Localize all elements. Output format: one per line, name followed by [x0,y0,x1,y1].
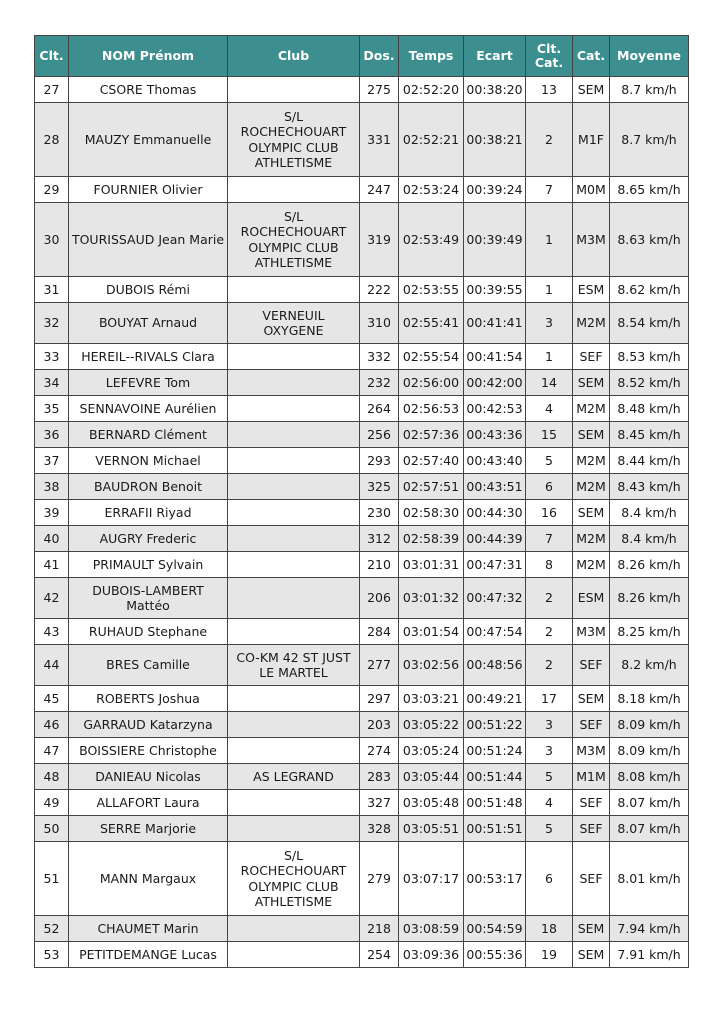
gap-cell: 00:43:51 [464,474,526,500]
club-cell [228,686,360,712]
category-rank-cell: 1 [526,344,573,370]
club-cell [228,619,360,645]
table-row [35,619,689,645]
rank-cell: 46 [35,712,69,738]
category-cell: M2M [573,303,610,344]
category-cell: SEF [573,645,610,686]
gap-cell: 00:51:48 [464,790,526,816]
club-cell [228,177,360,203]
name-cell: TOURISSAUD Jean Marie [69,203,228,277]
category-rank-cell: 1 [526,203,573,277]
time-cell: 03:01:32 [399,578,464,619]
average-speed-cell: 8.7 km/h [610,103,689,177]
club-cell [228,916,360,942]
time-cell: 03:02:56 [399,645,464,686]
name-cell: LEFEVRE Tom [69,370,228,396]
category-cell: SEM [573,686,610,712]
table-row [35,422,689,448]
bib-cell: 277 [360,645,399,686]
average-speed-cell: 8.4 km/h [610,500,689,526]
category-cell: M2M [573,474,610,500]
average-speed-cell: 8.43 km/h [610,474,689,500]
bib-cell: 319 [360,203,399,277]
time-cell: 02:58:30 [399,500,464,526]
average-speed-cell: 7.91 km/h [610,942,689,968]
gap-cell: 00:38:20 [464,77,526,103]
average-speed-cell: 8.09 km/h [610,738,689,764]
category-cell: M0M [573,177,610,203]
gap-cell: 00:43:36 [464,422,526,448]
category-cell: SEF [573,842,610,916]
gap-cell: 00:51:22 [464,712,526,738]
category-cell: SEM [573,500,610,526]
rank-cell: 44 [35,645,69,686]
average-speed-cell: 8.09 km/h [610,712,689,738]
average-speed-cell: 8.07 km/h [610,816,689,842]
rank-cell: 45 [35,686,69,712]
rank-cell: 49 [35,790,69,816]
rank-cell: 42 [35,578,69,619]
time-cell: 03:03:21 [399,686,464,712]
club-cell [228,790,360,816]
table-row [35,686,689,712]
name-cell: MANN Margaux [69,842,228,916]
name-cell: AUGRY Frederic [69,526,228,552]
table-row [35,526,689,552]
rank-cell: 34 [35,370,69,396]
time-cell: 02:57:40 [399,448,464,474]
category-cell: M2M [573,552,610,578]
category-cell: M2M [573,448,610,474]
rank-cell: 31 [35,277,69,303]
category-rank-cell: 8 [526,552,573,578]
name-cell: BRES Camille [69,645,228,686]
name-cell: DUBOIS Rémi [69,277,228,303]
table-row [35,842,689,916]
table-row [35,277,689,303]
bib-cell: 325 [360,474,399,500]
category-rank-cell: 5 [526,448,573,474]
category-rank-cell: 3 [526,712,573,738]
average-speed-cell: 8.44 km/h [610,448,689,474]
category-rank-cell: 4 [526,396,573,422]
category-rank-cell: 7 [526,177,573,203]
bib-cell: 284 [360,619,399,645]
gap-cell: 00:47:31 [464,552,526,578]
category-cell: ESM [573,578,610,619]
bib-cell: 254 [360,942,399,968]
name-cell: BOUYAT Arnaud [69,303,228,344]
header-name: NOM Prénom [69,36,228,77]
name-cell: HEREIL--RIVALS Clara [69,344,228,370]
rank-cell: 32 [35,303,69,344]
bib-cell: 274 [360,738,399,764]
category-rank-cell: 18 [526,916,573,942]
time-cell: 02:53:49 [399,203,464,277]
table-row [35,77,689,103]
category-rank-cell: 2 [526,619,573,645]
time-cell: 02:57:51 [399,474,464,500]
category-rank-cell: 5 [526,764,573,790]
average-speed-cell: 8.4 km/h [610,526,689,552]
average-speed-cell: 8.26 km/h [610,578,689,619]
name-cell: RUHAUD Stephane [69,619,228,645]
rank-cell: 37 [35,448,69,474]
header-row [35,36,689,77]
category-cell: M1F [573,103,610,177]
rank-cell: 53 [35,942,69,968]
club-cell: CO-KM 42 ST JUST LE MARTEL [228,645,360,686]
category-cell: SEM [573,370,610,396]
gap-cell: 00:48:56 [464,645,526,686]
rank-cell: 38 [35,474,69,500]
name-cell: ERRAFII Riyad [69,500,228,526]
time-cell: 02:52:20 [399,77,464,103]
name-cell: ALLAFORT Laura [69,790,228,816]
rank-cell: 35 [35,396,69,422]
gap-cell: 00:51:44 [464,764,526,790]
average-speed-cell: 8.48 km/h [610,396,689,422]
table-row [35,203,689,277]
category-cell: ESM [573,277,610,303]
average-speed-cell: 8.62 km/h [610,277,689,303]
gap-cell: 00:39:55 [464,277,526,303]
name-cell: PRIMAULT Sylvain [69,552,228,578]
name-cell: PETITDEMANGE Lucas [69,942,228,968]
table-row [35,790,689,816]
gap-cell: 00:42:00 [464,370,526,396]
header-temps: Temps [399,36,464,77]
time-cell: 03:05:24 [399,738,464,764]
gap-cell: 00:39:49 [464,203,526,277]
category-cell: SEF [573,712,610,738]
gap-cell: 00:41:54 [464,344,526,370]
time-cell: 03:05:22 [399,712,464,738]
club-cell [228,344,360,370]
header-clt-cat: Clt. Cat. [526,36,573,77]
average-speed-cell: 8.52 km/h [610,370,689,396]
name-cell: BAUDRON Benoit [69,474,228,500]
bib-cell: 283 [360,764,399,790]
rank-cell: 47 [35,738,69,764]
name-cell: DUBOIS-LAMBERT Mattéo [69,578,228,619]
bib-cell: 332 [360,344,399,370]
rank-cell: 39 [35,500,69,526]
category-cell: SEM [573,942,610,968]
table-row [35,764,689,790]
table-row [35,738,689,764]
rank-cell: 50 [35,816,69,842]
time-cell: 02:56:53 [399,396,464,422]
gap-cell: 00:47:32 [464,578,526,619]
rank-cell: 36 [35,422,69,448]
category-rank-cell: 14 [526,370,573,396]
table-row [35,645,689,686]
header-cat: Cat. [573,36,610,77]
table-row [35,474,689,500]
gap-cell: 00:42:53 [464,396,526,422]
bib-cell: 275 [360,77,399,103]
category-cell: SEF [573,816,610,842]
club-cell [228,77,360,103]
bib-cell: 328 [360,816,399,842]
gap-cell: 00:47:54 [464,619,526,645]
time-cell: 02:58:39 [399,526,464,552]
club-cell [228,370,360,396]
category-rank-cell: 15 [526,422,573,448]
rank-cell: 41 [35,552,69,578]
header-club: Club [228,36,360,77]
rank-cell: 28 [35,103,69,177]
time-cell: 03:07:17 [399,842,464,916]
gap-cell: 00:41:41 [464,303,526,344]
average-speed-cell: 7.94 km/h [610,916,689,942]
name-cell: FOURNIER Olivier [69,177,228,203]
club-cell [228,942,360,968]
bib-cell: 206 [360,578,399,619]
time-cell: 03:01:54 [399,619,464,645]
time-cell: 02:52:21 [399,103,464,177]
bib-cell: 222 [360,277,399,303]
average-speed-cell: 8.08 km/h [610,764,689,790]
name-cell: CHAUMET Marin [69,916,228,942]
rank-cell: 51 [35,842,69,916]
average-speed-cell: 8.2 km/h [610,645,689,686]
average-speed-cell: 8.65 km/h [610,177,689,203]
table-row [35,177,689,203]
club-cell: S/L ROCHECHOUART OLYMPIC CLUB ATHLETISME [228,103,360,177]
category-rank-cell: 2 [526,645,573,686]
bib-cell: 218 [360,916,399,942]
bib-cell: 210 [360,552,399,578]
club-cell: VERNEUIL OXYGENE [228,303,360,344]
gap-cell: 00:43:40 [464,448,526,474]
name-cell: DANIEAU Nicolas [69,764,228,790]
gap-cell: 00:44:30 [464,500,526,526]
table-row [35,370,689,396]
club-cell [228,448,360,474]
name-cell: BOISSIERE Christophe [69,738,228,764]
time-cell: 03:05:44 [399,764,464,790]
club-cell [228,738,360,764]
gap-cell: 00:49:21 [464,686,526,712]
category-cell: M2M [573,396,610,422]
table-row [35,448,689,474]
average-speed-cell: 8.18 km/h [610,686,689,712]
category-rank-cell: 3 [526,303,573,344]
club-cell: AS LEGRAND [228,764,360,790]
gap-cell: 00:38:21 [464,103,526,177]
time-cell: 02:53:55 [399,277,464,303]
category-rank-cell: 4 [526,790,573,816]
club-cell: S/L ROCHECHOUART OLYMPIC CLUB ATHLETISME [228,842,360,916]
category-cell: SEM [573,422,610,448]
rank-cell: 43 [35,619,69,645]
name-cell: SENNAVOINE Aurélien [69,396,228,422]
header-dos: Dos. [360,36,399,77]
table-row [35,344,689,370]
table-row [35,816,689,842]
bib-cell: 310 [360,303,399,344]
club-cell [228,552,360,578]
average-speed-cell: 8.63 km/h [610,203,689,277]
name-cell: MAUZY Emmanuelle [69,103,228,177]
category-rank-cell: 6 [526,474,573,500]
rank-cell: 33 [35,344,69,370]
gap-cell: 00:51:24 [464,738,526,764]
gap-cell: 00:44:39 [464,526,526,552]
table-row [35,396,689,422]
rank-cell: 52 [35,916,69,942]
bib-cell: 312 [360,526,399,552]
category-rank-cell: 6 [526,842,573,916]
category-rank-cell: 16 [526,500,573,526]
table-row [35,712,689,738]
bib-cell: 232 [360,370,399,396]
club-cell [228,816,360,842]
header-clt: Clt. [35,36,69,77]
results-table [34,35,689,968]
bib-cell: 264 [360,396,399,422]
average-speed-cell: 8.7 km/h [610,77,689,103]
table-row [35,578,689,619]
average-speed-cell: 8.45 km/h [610,422,689,448]
name-cell: CSORE Thomas [69,77,228,103]
name-cell: GARRAUD Katarzyna [69,712,228,738]
table-row [35,942,689,968]
time-cell: 02:55:41 [399,303,464,344]
category-rank-cell: 17 [526,686,573,712]
gap-cell: 00:53:17 [464,842,526,916]
average-speed-cell: 8.07 km/h [610,790,689,816]
results-body [35,77,689,968]
time-cell: 02:56:00 [399,370,464,396]
category-cell: M2M [573,526,610,552]
name-cell: SERRE Marjorie [69,816,228,842]
category-cell: M3M [573,203,610,277]
average-speed-cell: 8.25 km/h [610,619,689,645]
time-cell: 03:05:48 [399,790,464,816]
category-rank-cell: 2 [526,578,573,619]
category-cell: SEM [573,77,610,103]
club-cell [228,578,360,619]
category-cell: SEF [573,790,610,816]
category-rank-cell: 1 [526,277,573,303]
bib-cell: 279 [360,842,399,916]
bib-cell: 327 [360,790,399,816]
rank-cell: 40 [35,526,69,552]
category-rank-cell: 5 [526,816,573,842]
club-cell: S/L ROCHECHOUART OLYMPIC CLUB ATHLETISME [228,203,360,277]
gap-cell: 00:54:59 [464,916,526,942]
club-cell [228,422,360,448]
club-cell [228,474,360,500]
time-cell: 03:08:59 [399,916,464,942]
time-cell: 03:05:51 [399,816,464,842]
bib-cell: 230 [360,500,399,526]
gap-cell: 00:55:36 [464,942,526,968]
table-row [35,103,689,177]
category-cell: SEM [573,916,610,942]
bib-cell: 256 [360,422,399,448]
bib-cell: 297 [360,686,399,712]
time-cell: 02:53:24 [399,177,464,203]
category-rank-cell: 19 [526,942,573,968]
category-rank-cell: 2 [526,103,573,177]
club-cell [228,526,360,552]
category-rank-cell: 7 [526,526,573,552]
average-speed-cell: 8.54 km/h [610,303,689,344]
name-cell: VERNON Michael [69,448,228,474]
rank-cell: 29 [35,177,69,203]
time-cell: 02:57:36 [399,422,464,448]
rank-cell: 27 [35,77,69,103]
gap-cell: 00:39:24 [464,177,526,203]
rank-cell: 30 [35,203,69,277]
bib-cell: 203 [360,712,399,738]
name-cell: BERNARD Clément [69,422,228,448]
club-cell [228,500,360,526]
name-cell: ROBERTS Joshua [69,686,228,712]
average-speed-cell: 8.26 km/h [610,552,689,578]
category-rank-cell: 3 [526,738,573,764]
gap-cell: 00:51:51 [464,816,526,842]
rank-cell: 48 [35,764,69,790]
category-cell: M3M [573,619,610,645]
table-row [35,916,689,942]
club-cell [228,712,360,738]
category-cell: M1M [573,764,610,790]
time-cell: 03:01:31 [399,552,464,578]
time-cell: 02:55:54 [399,344,464,370]
club-cell [228,396,360,422]
table-row [35,500,689,526]
header-ecart: Ecart [464,36,526,77]
bib-cell: 247 [360,177,399,203]
time-cell: 03:09:36 [399,942,464,968]
table-row [35,552,689,578]
club-cell [228,277,360,303]
bib-cell: 293 [360,448,399,474]
average-speed-cell: 8.53 km/h [610,344,689,370]
average-speed-cell: 8.01 km/h [610,842,689,916]
table-row [35,303,689,344]
category-cell: SEF [573,344,610,370]
bib-cell: 331 [360,103,399,177]
header-moyenne: Moyenne [610,36,689,77]
category-cell: M3M [573,738,610,764]
category-rank-cell: 13 [526,77,573,103]
